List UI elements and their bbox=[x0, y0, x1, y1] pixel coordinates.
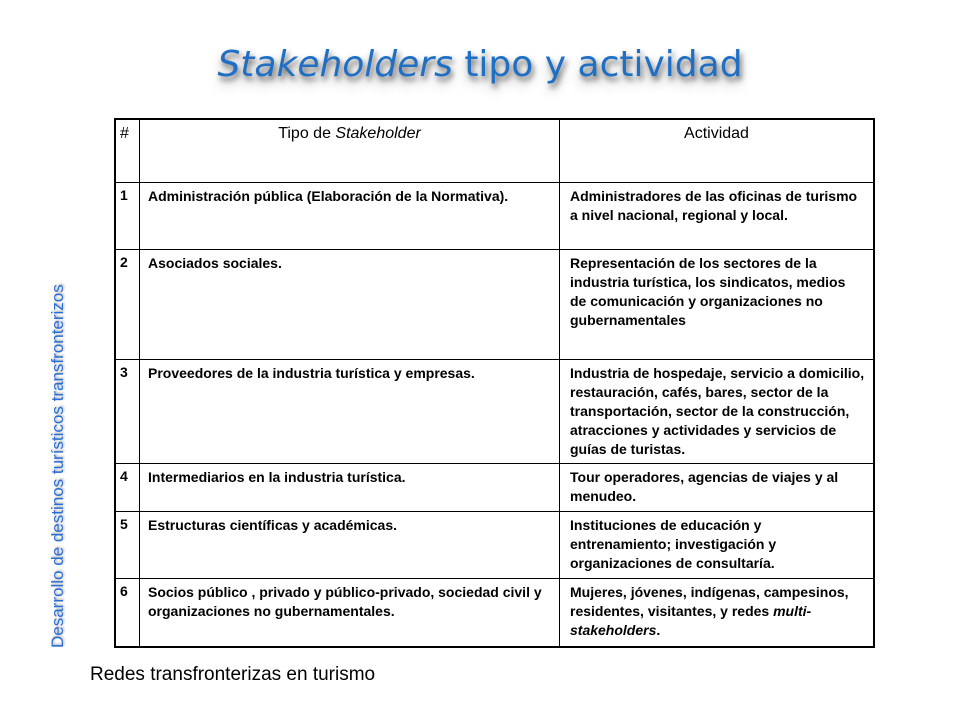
row-num: 4 bbox=[115, 464, 140, 512]
row-activity-italic: multi-stakeholders bbox=[570, 603, 812, 638]
row-num: 2 bbox=[115, 250, 140, 360]
row-activity bbox=[560, 579, 875, 647]
row-type: Asociados sociales. bbox=[140, 250, 560, 360]
table-header-row bbox=[115, 119, 874, 183]
table-row bbox=[115, 183, 874, 250]
row-type: Socios público , privado y público-privado, sociedad civil y organizaciones no gubernamentales. bbox=[140, 579, 560, 647]
side-label: Desarrollo de destinos turísticos transfronterizos bbox=[48, 284, 67, 648]
slide-title-rest: tipo y actividad bbox=[452, 44, 743, 85]
row-activity: Tour operadores, agencias de viajes y al menudeo. bbox=[560, 464, 875, 512]
row-num: 5 bbox=[115, 512, 140, 579]
row-activity: Administradores de las oficinas de turismo a nivel nacional, regional y local. bbox=[560, 183, 875, 250]
slide-title bbox=[0, 44, 960, 85]
row-activity: Industria de hospedaje, servicio a domicilio, restauración, cafés, bares, sector de la transportación, sector de la construcción, atracciones y actividades y servicios de guías de turistas. bbox=[560, 360, 875, 464]
row-type: Estructuras científicas y académicas. bbox=[140, 512, 560, 579]
row-activity-prefix: Mujeres, jóvenes, indígenas, campesinos, residentes, visitantes, y redes bbox=[570, 584, 849, 619]
row-activity: Instituciones de educación y entrenamiento; investigación y organizaciones de consultaría. bbox=[560, 512, 875, 579]
table-row bbox=[115, 250, 874, 360]
row-num: 3 bbox=[115, 360, 140, 464]
table-row bbox=[115, 464, 874, 512]
header-activity: Actividad bbox=[560, 119, 875, 183]
row-type: Proveedores de la industria turística y empresas. bbox=[140, 360, 560, 464]
table-row bbox=[115, 579, 874, 647]
row-num: 1 bbox=[115, 183, 140, 250]
header-num: # bbox=[115, 119, 140, 183]
table-row bbox=[115, 512, 874, 579]
row-type: Intermediarios en la industria turística. bbox=[140, 464, 560, 512]
row-type: Administración pública (Elaboración de la Normativa). bbox=[140, 183, 560, 250]
slide-title-italic: Stakeholders bbox=[217, 44, 453, 85]
footer-caption: Redes transfronterizas en turismo bbox=[90, 664, 376, 685]
header-type-prefix: Tipo de bbox=[278, 125, 336, 142]
stakeholder-table bbox=[114, 118, 875, 648]
row-activity: Representación de los sectores de la industria turística, los sindicatos, medios de comunicación y organizaciones no gubernamentales bbox=[560, 250, 875, 360]
header-type bbox=[140, 119, 560, 183]
row-activity-suffix: . bbox=[656, 622, 661, 638]
header-type-italic: Stakeholder bbox=[335, 125, 421, 142]
row-num: 6 bbox=[115, 579, 140, 647]
table-row bbox=[115, 360, 874, 464]
